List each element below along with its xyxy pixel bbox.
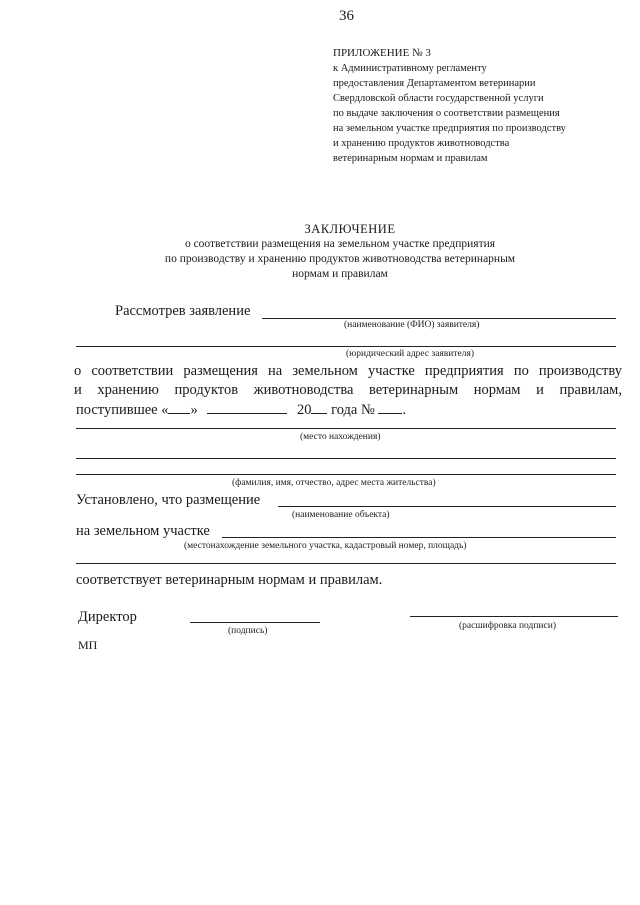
document-subtitle-line: о соответствии размещения на земельном участке предприятия — [184, 238, 496, 250]
appendix-line: предоставления Департаментом ветеринарии — [333, 78, 536, 89]
received-month-field[interactable] — [207, 401, 287, 414]
received-year-field[interactable] — [311, 401, 327, 414]
document-subtitle-line: по производству и хранению продуктов животноводства ветеринарным — [164, 253, 516, 265]
director-label: Директор — [78, 609, 137, 625]
stamp-label: МП — [78, 638, 98, 652]
caption-signature: (подпись) — [228, 626, 268, 636]
document-title-block — [0, 222, 640, 282]
caption-object-name: (наименование объекта) — [292, 510, 390, 520]
land-plot-label: на земельном участке — [76, 523, 210, 539]
caption-person: (фамилия, имя, отчество, адрес места жительства) — [232, 478, 436, 488]
signature-line[interactable] — [190, 622, 320, 623]
received-quote-close: » — [190, 402, 198, 418]
page-number: 36 — [339, 8, 354, 24]
document-title: ЗАКЛЮЧЕНИЕ — [304, 222, 396, 236]
appendix-line: ветеринарным нормам и правилам — [333, 153, 488, 164]
appendix-line: Свердловской области государственной услуги — [333, 93, 544, 104]
received-end: . — [402, 402, 407, 418]
signature-decoding-line[interactable] — [410, 616, 618, 617]
received-number-field[interactable] — [378, 401, 402, 414]
received-day-field[interactable] — [168, 401, 190, 414]
received-year-suffix: года № — [331, 402, 375, 418]
caption-legal-address: (юридический адрес заявителя) — [346, 349, 475, 359]
appendix-heading: ПРИЛОЖЕНИЕ № 3 — [333, 47, 431, 59]
legal-address-line[interactable] — [76, 346, 616, 347]
established-label: Установлено, что размещение — [76, 492, 261, 508]
person-line[interactable] — [76, 474, 616, 475]
caption-applicant-name: (наименование (ФИО) заявителя) — [344, 320, 480, 330]
appendix-line: на земельном участке предприятия по производству — [333, 123, 566, 134]
land-plot-line[interactable] — [222, 537, 616, 538]
location-line[interactable] — [76, 428, 616, 429]
document-subtitle-line: нормам и правилам — [292, 268, 388, 280]
applicant-name-line[interactable] — [262, 318, 616, 319]
application-paragraph — [74, 362, 622, 400]
considered-label: Рассмотрев заявление — [115, 303, 251, 319]
object-name-line[interactable] — [278, 506, 616, 507]
conclusion-text: соответствует ветеринарным нормам и правилам. — [76, 572, 383, 588]
received-prefix: поступившее « — [76, 402, 169, 418]
appendix-header — [333, 46, 566, 166]
caption-location: (место нахождения) — [300, 432, 381, 442]
appendix-line: по выдаче заключения о соответствии размещения — [333, 108, 560, 119]
received-line — [76, 401, 406, 419]
caption-signature-decoding: (расшифровка подписи) — [459, 621, 556, 631]
land-plot-extra-line[interactable] — [76, 563, 616, 564]
person-line[interactable] — [76, 458, 616, 459]
received-year-prefix: 20 — [296, 402, 312, 418]
paragraph-line: и хранению продуктов животноводства ветеринарным нормам и правилам, — [74, 382, 622, 398]
appendix-line: к Административному регламенту — [333, 63, 487, 74]
paragraph-line: о соответствии размещения на земельном участке предприятия по производству — [74, 363, 622, 379]
caption-land-plot: (местонахождение земельного участка, кадастровый номер, площадь) — [184, 541, 467, 551]
appendix-line: и хранению продуктов животноводства — [333, 138, 510, 149]
